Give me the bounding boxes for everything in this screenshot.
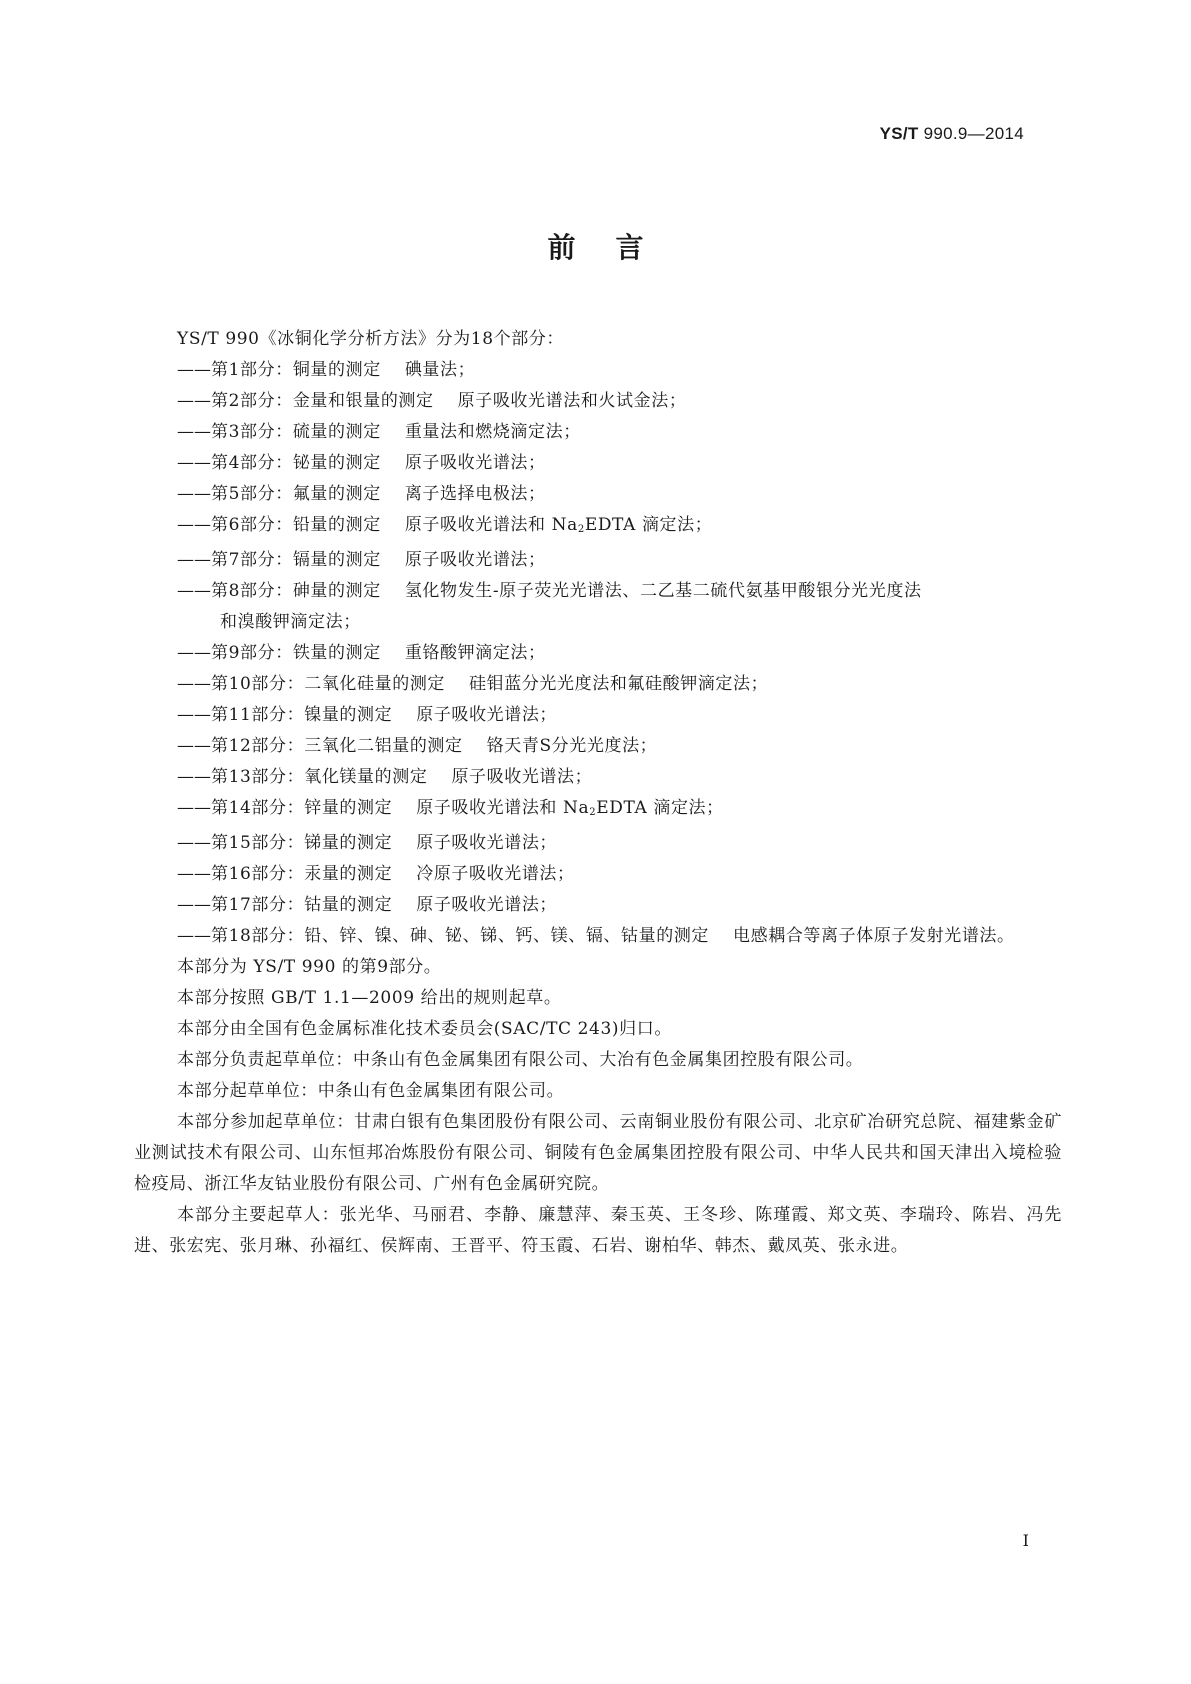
part-method: 冷原子吸收光谱法；: [416, 864, 575, 884]
body-paragraph: 本部分参加起草单位：甘肃白银有色集团股份有限公司、云南铜业股份有限公司、北京矿冶研究总院、福建紫金矿业测试技术有限公司、山东恒邦冶炼股份有限公司、铜陵有色金属集团控股有限公司、中华人民共和国天津出入境检验检疫局、浙江华友钴业股份有限公司、广州有色金属研究院。: [134, 1112, 1062, 1194]
part-list-item: [134, 921, 1062, 952]
part-list-item: [134, 828, 1062, 859]
part-list-item: [134, 793, 1062, 828]
part-method: 原子吸收光谱法和火试金法；: [457, 391, 687, 411]
part-title: 第4部分：铋量的测定: [211, 453, 381, 473]
em-dash: ——: [177, 674, 211, 694]
part-method: [416, 798, 724, 818]
method-text: 原子吸收光谱法和 Na: [416, 798, 590, 818]
part-method: 原子吸收光谱法；: [416, 833, 558, 853]
part-title: 第9部分：铁量的测定: [211, 643, 381, 663]
em-dash: ——: [177, 581, 211, 601]
part-list-item: [134, 890, 1062, 921]
part-method: 原子吸收光谱法；: [451, 767, 593, 787]
part-method: 硅钼蓝分光光度法和氟硅酸钾滴定法；: [469, 674, 769, 694]
foreword-body: [134, 324, 1062, 1262]
part-method: 重铬酸钾滴定法；: [404, 643, 546, 663]
part-title: 第14部分：锌量的测定: [211, 798, 393, 818]
standard-code-prefix: YS/T: [879, 124, 919, 143]
part-title: 第15部分：锑量的测定: [211, 833, 393, 853]
body-paragraph: 本部分由全国有色金属标准化技术委员会(SAC/TC 243)归口。: [177, 1019, 672, 1039]
part-list-item: [134, 859, 1062, 890]
em-dash: ——: [177, 798, 211, 818]
body-paragraph: 本部分按照 GB/T 1.1—2009 给出的规则起草。: [177, 988, 562, 1008]
em-dash: ——: [177, 926, 211, 946]
em-dash: ——: [177, 391, 211, 411]
part-list-item: [134, 576, 1062, 638]
part-list-item: [134, 731, 1062, 762]
part-title: 第8部分：砷量的测定: [211, 581, 381, 601]
subscript: 2: [589, 807, 597, 818]
em-dash: ——: [177, 550, 211, 570]
intro-paragraph: YS/T 990《冰铜化学分析方法》分为18个部分：: [177, 329, 565, 349]
page-number: I: [1022, 1531, 1029, 1550]
part-title: 第18部分：铅、锌、镍、砷、铋、锑、钙、镁、镉、钴量的测定: [211, 926, 710, 946]
part-list-item: [134, 417, 1062, 448]
em-dash: ——: [177, 705, 211, 725]
part-method: 离子选择电极法；: [404, 484, 546, 504]
standard-code: [880, 124, 1024, 144]
part-method: 重量法和燃烧滴定法；: [404, 422, 581, 442]
part-list-item: [134, 479, 1062, 510]
body-paragraph: 本部分起草单位：中条山有色金属集团有限公司。: [177, 1081, 565, 1101]
part-method: 原子吸收光谱法；: [404, 453, 546, 473]
body-paragraph: 本部分负责起草单位：中条山有色金属集团有限公司、大冶有色金属集团控股有限公司。: [177, 1050, 864, 1070]
em-dash: ——: [177, 515, 211, 535]
part-method: 原子吸收光谱法；: [416, 705, 558, 725]
part-title: 第5部分：氟量的测定: [211, 484, 381, 504]
part-title: 第7部分：镉量的测定: [211, 550, 381, 570]
em-dash: ——: [177, 833, 211, 853]
part-list-item: [134, 638, 1062, 669]
part-list-item: [134, 386, 1062, 417]
em-dash: ——: [177, 767, 211, 787]
part-title: 第12部分：三氧化二铝量的测定: [211, 736, 463, 756]
part-title: 第11部分：镍量的测定: [211, 705, 393, 725]
part-method: 原子吸收光谱法；: [404, 550, 546, 570]
part-title: 第1部分：铜量的测定: [211, 360, 381, 380]
em-dash: ——: [177, 895, 211, 915]
part-list-item: [134, 510, 1062, 545]
part-title: 第3部分：硫量的测定: [211, 422, 381, 442]
part-title: 第17部分：钴量的测定: [211, 895, 393, 915]
em-dash: ——: [177, 736, 211, 756]
em-dash: ——: [177, 422, 211, 442]
em-dash: ——: [177, 864, 211, 884]
part-list-item: [134, 700, 1062, 731]
part-method: 碘量法；: [404, 360, 476, 380]
part-title: 第6部分：铅量的测定: [211, 515, 381, 535]
part-title: 第16部分：汞量的测定: [211, 864, 393, 884]
part-list-item: [134, 669, 1062, 700]
part-method: 氢化物发生-原子荧光光谱法、二乙基二硫代氨基甲酸银分光光度法: [404, 581, 922, 601]
parts-list: [134, 355, 1062, 952]
part-title: 第2部分：金量和银量的测定: [211, 391, 434, 411]
part-list-item: [134, 762, 1062, 793]
part-list-item: [134, 448, 1062, 479]
subscript: 2: [577, 524, 585, 535]
part-method: 铬天青S分光光度法；: [486, 736, 658, 756]
page-title: 前言: [547, 231, 684, 264]
standard-code-number: 990.9—2014: [918, 124, 1024, 143]
part-title: 第10部分：二氧化硅量的测定: [211, 674, 446, 694]
body-paragraph: 本部分主要起草人：张光华、马丽君、李静、廉慧萍、秦玉英、王冬珍、陈瑾霞、郑文英、李瑞玲、陈岩、冯先进、张宏宪、张月琳、孙福红、侯辉南、王晋平、符玉霞、石岩、谢柏华、韩杰、戴凤英、张永进。: [134, 1205, 1062, 1256]
method-text: 原子吸收光谱法和 Na: [404, 515, 578, 535]
method-text: EDTA 滴定法；: [596, 798, 724, 818]
method-text: EDTA 滴定法；: [584, 515, 713, 535]
part-title: 第13部分：氧化镁量的测定: [211, 767, 428, 787]
em-dash: ——: [177, 360, 211, 380]
body-paragraph: 本部分为 YS/T 990 的第9部分。: [177, 957, 442, 977]
part-list-item: [134, 355, 1062, 386]
em-dash: ——: [177, 453, 211, 473]
paragraph-list: [134, 952, 1062, 1262]
part-method: 原子吸收光谱法；: [416, 895, 558, 915]
part-method: 电感耦合等离子体原子发射光谱法。: [733, 926, 1015, 946]
em-dash: ——: [177, 643, 211, 663]
part-list-item: [134, 545, 1062, 576]
em-dash: ——: [177, 484, 211, 504]
part-method: [405, 515, 713, 535]
part-method-continued: 和溴酸钾滴定法；: [220, 612, 361, 632]
